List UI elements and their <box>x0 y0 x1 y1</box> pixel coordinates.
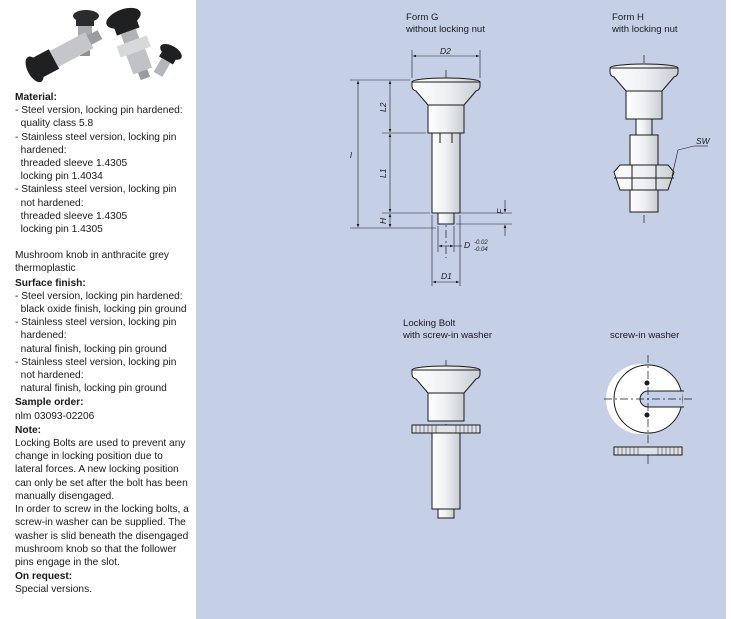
text-line: screw-in washer can be supplied. The <box>15 517 186 529</box>
text-line: Mushroom knob in anthracite grey <box>15 250 170 262</box>
text-line: natural finish, locking pin ground <box>15 383 167 395</box>
locking-bolt-drawing <box>412 360 480 520</box>
text-line: - Steel version, locking pin hardened: <box>15 290 183 302</box>
form-g-subtitle: without locking nut <box>406 23 485 35</box>
description-text <box>15 90 195 597</box>
text-line: - Stainless steel version, locking pin <box>15 131 177 143</box>
text-line: black oxide finish, locking pin ground <box>15 304 187 316</box>
text-line: locking pin 1.4034 <box>15 171 103 183</box>
form-h-title: Form H <box>612 12 644 23</box>
on-request-text <box>15 583 195 596</box>
dim-l1: L1 <box>378 168 388 178</box>
technical-drawings <box>196 0 726 619</box>
text-line: quality class 5.8 <box>15 118 94 130</box>
text-line: mushroom knob so that the follower <box>15 543 177 555</box>
photo-bolt-left <box>22 22 107 85</box>
sample-order-value <box>15 410 195 423</box>
text-line: can only be set after the bolt has been <box>15 477 188 489</box>
washer-drawing <box>604 355 694 464</box>
dim-l: l <box>350 150 352 160</box>
dim-l2: L2 <box>378 102 388 112</box>
form-g-title: Form G <box>406 12 439 23</box>
text-line: - Steel version, locking pin hardened: <box>15 105 183 117</box>
note-heading: Note: <box>15 424 42 436</box>
text-line: nlm 03093-02206 <box>15 410 95 422</box>
text-line: locking pin 1.4305 <box>15 224 103 236</box>
knob-description <box>15 249 195 275</box>
material-heading: Material: <box>15 92 57 103</box>
sample-order-heading: Sample order: <box>15 397 84 409</box>
note-text <box>15 437 195 569</box>
text-line: threaded sleeve 1.4305 <box>15 158 128 170</box>
form-h-drawing <box>610 55 708 225</box>
text-line: thermoplastic <box>15 263 76 275</box>
text-line: natural finish, locking pin ground <box>15 343 167 355</box>
locking-bolt-subtitle: with screw-in washer <box>403 329 493 341</box>
text-line: threaded sleeve 1.4305 <box>15 210 128 222</box>
product-photo <box>14 4 186 88</box>
drawing-panel <box>196 0 726 619</box>
text-line: lateral forces. A new locking position <box>15 464 179 476</box>
text-line: - Stainless steel version, locking pin <box>15 317 177 329</box>
text-line: hardened: <box>15 330 67 342</box>
text-line: Locking Bolts are used to prevent any <box>15 438 186 450</box>
dim-d: D <box>464 240 471 250</box>
text-line: manually disengaged. <box>15 490 115 502</box>
text-line: change in locking position due to <box>15 451 163 463</box>
photo-bolt-nut <box>103 4 162 85</box>
left-column <box>0 0 196 619</box>
dim-d-tol-upper: -0.02 <box>474 240 488 246</box>
text-line: - Stainless steel version, locking pin <box>15 356 177 368</box>
photo-bolt-right <box>148 41 185 81</box>
surface-list <box>15 290 195 396</box>
dim-d2: D2 <box>440 46 451 56</box>
text-line: not hardened: <box>15 197 84 209</box>
text-line: - Stainless steel version, locking pin <box>15 184 177 196</box>
text-line: pins engage in the slot. <box>15 556 120 568</box>
text-line: hardened: <box>15 144 67 156</box>
text-line: In order to screw in the locking bolts, a <box>15 504 189 516</box>
dim-sw: SW <box>696 136 710 146</box>
text-line: washer is slid beneath the disengaged <box>15 530 189 542</box>
surface-heading: Surface finish: <box>15 277 86 289</box>
dim-h: H <box>378 217 388 224</box>
form-h-subtitle: with locking nut <box>612 23 678 35</box>
form-g-drawing <box>350 50 512 286</box>
dim-f: F <box>495 208 505 214</box>
on-request-heading: On request: <box>15 571 73 583</box>
dim-d-tol-lower: -0.04 <box>474 247 488 253</box>
dim-d1: D1 <box>441 271 452 281</box>
washer-title: screw-in washer <box>610 330 680 341</box>
text-line: not hardened: <box>15 370 84 382</box>
material-list <box>15 104 195 236</box>
locking-bolt-title: Locking Bolt <box>403 318 456 329</box>
text-line: Special versions. <box>15 584 93 596</box>
